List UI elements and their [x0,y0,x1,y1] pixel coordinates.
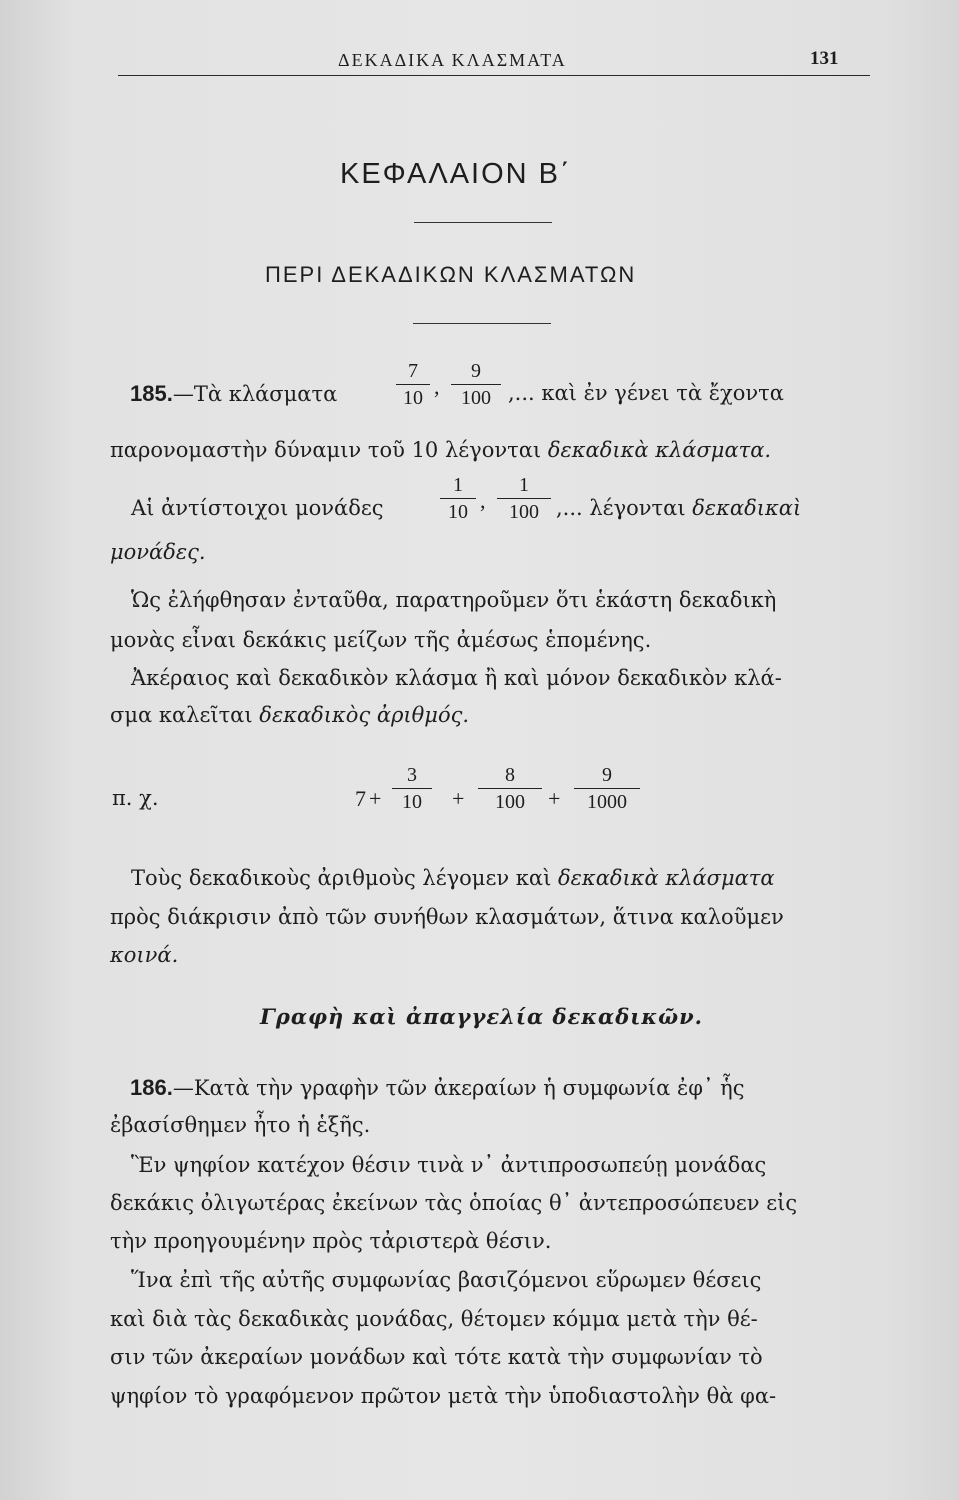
s185-lead: —Τὰ κλάσματα [172,382,338,406]
term-decimal-number: δεκαδικὸς ἀριθμός. [259,703,470,727]
s185-line2-text: παρονομαστὴν δύναμιν τοῦ 10 λέγονται [110,438,542,462]
chapter-rule-bottom [413,323,551,324]
fraction-bar [497,498,551,499]
s185-p2b [110,703,469,727]
chapter-subtitle: ΠΕΡΙ ΔΕΚΑΔΙΚΩΝ ΚΛΑΣΜΑΤΩΝ [265,262,637,287]
comma: , [434,374,440,399]
fraction-numerator: 7 [408,360,418,382]
s186-line2: ἐβασίσθημεν ἦτο ἡ ἑξῆς. [110,1113,371,1137]
s186-l1-text: —Κατὰ τὴν γραφὴν τῶν ἀκεραίων ἡ συμφωνία ἐφ᾿ ἧς [172,1076,745,1100]
fraction-denominator: 100 [461,387,491,409]
fraction-numerator: 9 [602,764,612,786]
term-decimal-fractions-2: δεκαδικὰ κλάσματα [558,866,775,890]
chapter-title: ΚΕΦΑΛΑΙΟΝ Β΄ [340,158,572,190]
s185-p3a-text: Τοὺς δεκαδικοὺς ἀριθμοὺς λέγομεν καὶ [131,866,552,890]
fraction-denominator: 10 [448,501,468,523]
plus-sign: + [369,786,382,811]
s185-units-lead: Αἱ ἀντίστοιχοι μονάδες [131,496,384,520]
term-common: κοινά. [110,943,179,967]
fraction-1-10 [440,474,476,523]
s185-units-rest-text: ,... λέγονται [556,496,686,520]
page-number: 131 [810,48,839,69]
fraction-numerator: 3 [407,764,417,786]
fraction-bar [574,788,640,789]
s185-line1-start [130,381,337,407]
s186-line9: ψηφίον τὸ γραφόμενον πρῶτον μετὰ τὴν ὑποδιαστολὴν θὰ φα- [110,1384,777,1408]
s186-line8: σιν τῶν ἀκεραίων μονάδων καὶ τότε κατὰ τὴν συμφωνίαν τὸ [110,1345,763,1369]
s185-line1-rest: ,... καὶ ἐν γένει τὰ ἔχοντα [508,381,784,405]
running-header: ΔΕΚΑΔΙΚΑ ΚΛΑΣΜΑΤΑ [338,50,567,70]
s186-line6: Ἵνα ἐπὶ τῆς αὐτῆς συμφωνίας βασιζόμενοι εὕρωμεν θέσεις [131,1268,762,1292]
s186-line5: τὴν προηγουμένην πρὸς τἀριστερὰ θέσιν. [110,1229,552,1253]
fraction-denominator: 10 [402,791,422,813]
header-rule [118,75,870,76]
term-decimal-fractions: δεκαδικὰ κλάσματα. [547,438,772,462]
section-number-185: 185. [130,381,173,406]
plus-sign: + [452,786,465,811]
comma: , [480,488,486,513]
fraction-bar [392,788,432,789]
fraction-1-100 [497,474,551,523]
fraction-3-10 [392,764,432,813]
fraction-9-1000 [574,764,640,813]
fraction-numerator: 1 [519,474,529,496]
fraction-8-100 [478,764,542,813]
section-number-186: 186. [130,1075,173,1100]
s185-p1b: μονὰς εἶναι δεκάκις μείζων τῆς ἀμέσως ἑπομένης. [110,628,652,652]
s185-p2: Ἀκέραιος καὶ δεκαδικὸν κλάσμα ἢ καὶ μόνον δεκαδικὸν κλά- [131,666,782,690]
fraction-denominator: 1000 [587,791,627,813]
section-heading: Γραφὴ καὶ ἀπαγγελία δεκαδικῶν. [260,1004,703,1029]
fraction-numerator: 9 [471,360,481,382]
fraction-numerator: 8 [505,764,515,786]
fraction-9-100 [451,360,501,409]
s185-units-rest [556,496,801,520]
s185-p3b: πρὸς διάκρισιν ἀπὸ τῶν συνήθων κλασμάτων, ἅτινα καλοῦμεν [110,905,784,929]
fraction-numerator: 1 [453,474,463,496]
s186-line4: δεκάκις ὀλιγωτέρας ἐκείνων τὰς ὁποίας θ᾿ ἀντεπροσώπευεν εἰς [110,1191,798,1215]
fraction-denominator: 100 [495,791,525,813]
plus-sign: + [548,786,561,811]
fraction-7-10 [396,360,430,409]
fraction-bar [440,498,476,499]
fraction-bar [478,788,542,789]
s186-line7: καὶ διὰ τὰς δεκαδικὰς μονάδας, θέτομεν κόμμα μετὰ τὴν θέ- [110,1307,758,1331]
term-decimal-units-cont: μονάδες. [110,540,206,564]
chapter-rule-top [414,222,552,223]
example-integer: 7 [355,786,366,811]
example-label: π. χ. [112,786,159,810]
s186-line1 [130,1075,745,1101]
fraction-bar [451,384,501,385]
s185-line2 [110,438,771,462]
s185-p1: Ὡς ἐλήφθησαν ἐνταῦθα, παρατηροῦμεν ὅτι ἑκάστη δεκαδικὴ [131,588,777,612]
s185-p2b-text: σμα καλεῖται [110,703,253,727]
fraction-denominator: 10 [403,387,423,409]
fraction-denominator: 100 [509,501,539,523]
term-decimal-units: δεκαδικαὶ [692,496,802,520]
s185-p3a [131,866,775,890]
fraction-bar [396,384,430,385]
s186-line3: Ἓν ψηφίον κατέχον θέσιν τινὰ ν᾿ ἀντιπροσωπεύῃ μονάδας [131,1153,767,1177]
